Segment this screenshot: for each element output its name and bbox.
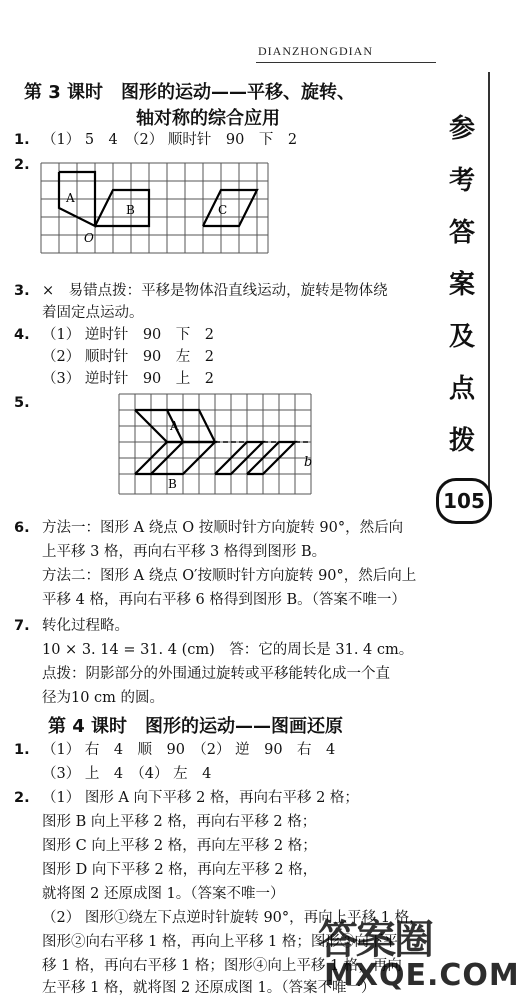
answer-line [14,281,388,301]
answer-line [14,788,359,808]
side-char-4: 案 [445,268,479,302]
answer-line [42,369,214,389]
figure-5-label-b: B [168,477,177,491]
answer-line [42,590,406,610]
item-number: 1. [14,742,30,758]
figure-2-grid [40,162,270,254]
answer-text: 移 1 格，再向右平移 1 格；图形④向上平移 1 格，再向 [42,958,402,974]
watermark-url: MXQE.COM [324,958,520,993]
answer-line [42,347,214,367]
answer-line [14,740,335,760]
answer-line [42,542,326,562]
answer-line [14,130,297,150]
item-number: 2. [14,157,30,173]
answer-line [14,325,214,345]
answer-line [42,836,317,856]
answer-text: （1） 逆时针 90 下 2 [42,327,215,343]
answer-line [42,688,164,708]
answer-text: 方法二：图形 A 绕点 O′按顺时针方向旋转 90°，然后向上 [42,568,417,584]
figure-2-label-a: A [66,191,75,205]
figure-5-label-a: A [170,419,179,433]
lesson4-title: 第 4 课时 图形的运动——图画还原 [48,716,344,737]
figure-2-label-c: C [218,203,228,217]
header-rule [256,62,436,63]
item-number: 7. [14,618,30,634]
watermark-logo-text: 答案圈 [318,917,432,963]
figure-5-line-label: b [304,455,313,470]
answer-line [14,155,42,175]
answer-text: （3） 逆时针 90 上 2 [42,371,215,387]
lesson3-title-line2: 轴对称的综合应用 [136,108,280,129]
answer-text: 10 × 3. 14 = 31. 4 (cm) 答：它的周长是 31. 4 cm。 [42,642,414,658]
answer-text: 图形 D 向下平移 2 格，再向左平移 2 格， [42,862,318,878]
answer-line [14,616,129,636]
item-number: 2. [14,790,30,806]
running-head: DIANZHONGDIAN [258,44,373,58]
shape-c [203,190,257,226]
side-char-7: 拨 [445,424,479,458]
answer-line [42,764,211,784]
item-number: 1. [14,132,30,148]
answer-line [42,566,416,586]
answer-text: 径为10 cm 的圆。 [42,690,165,706]
site-watermark [318,908,520,996]
answer-text: （2） 图形①绕左下点逆时针旋转 90°，再向上平移 1 格， [42,910,424,926]
answer-text: （1） 图形 A 向下平移 2 格，再向右平移 2 格； [42,790,359,806]
side-char-1: 参 [445,112,479,146]
answer-line [42,640,413,660]
side-char-3: 答 [445,216,479,250]
answer-text: × 易错点拨：平移是物体沿直线运动，旋转是物体绕 [42,283,388,299]
figure-5-grid [118,393,320,495]
figure-2-label-b: B [126,203,135,217]
answer-text: 图形 C 向上平移 2 格，再向左平移 2 格； [42,838,317,854]
answer-line [42,303,144,323]
side-char-2: 考 [445,164,479,198]
answer-line [14,518,403,538]
lesson3-title-line1: 第 3 课时 图形的运动——平移、旋转、 [24,82,356,103]
answer-text: 着固定点运动。 [42,305,144,321]
item-number: 4. [14,327,30,343]
item-number: 5. [14,395,30,411]
shape-b [95,190,149,226]
answer-text: （1） 右 4 顺 90 （2） 逆 90 右 4 [42,742,336,758]
answer-text: 平移 4 格，再向右平移 6 格得到图形 B。（答案不唯一） [42,592,406,608]
answer-line [42,812,316,832]
answer-text: （3） 上 4 （4） 左 4 [42,766,212,782]
figure-2-label-o: O [84,231,94,245]
item-number: 6. [14,520,30,536]
answer-text: （1） 5 4 （2） 顺时针 90 下 2 [42,132,298,148]
answer-text: 左平移 1 格，就将图 2 还原成图 1。（答案不唯一） [42,980,376,996]
answer-line [42,664,390,684]
answer-text: （2） 顺时针 90 左 2 [42,349,215,365]
answer-text: 图形②向右平移 1 格，再向上平移 1 格；图形③向下平 [42,934,398,950]
answer-line [14,393,42,413]
answer-line [42,884,285,904]
answer-text: 上平移 3 格，再向右平移 3 格得到图形 B。 [42,544,327,560]
answer-text: 点拨：阴影部分的外围通过旋转或平移能转化成一个直 [42,666,390,682]
answer-text: 就将图 2 还原成图 1。（答案不唯一） [42,886,285,902]
answer-text: 转化过程略。 [42,618,129,634]
answer-text: 图形 B 向上平移 2 格，再向右平移 2 格； [42,814,317,830]
side-char-5: 及 [445,320,479,354]
page-number: 105 [436,478,492,524]
answer-text: 方法一：图形 A 绕点 O 按顺时针方向旋转 90°，然后向 [42,520,404,536]
side-char-6: 点 [445,372,479,406]
answer-line [42,860,317,880]
item-number: 3. [14,283,30,299]
